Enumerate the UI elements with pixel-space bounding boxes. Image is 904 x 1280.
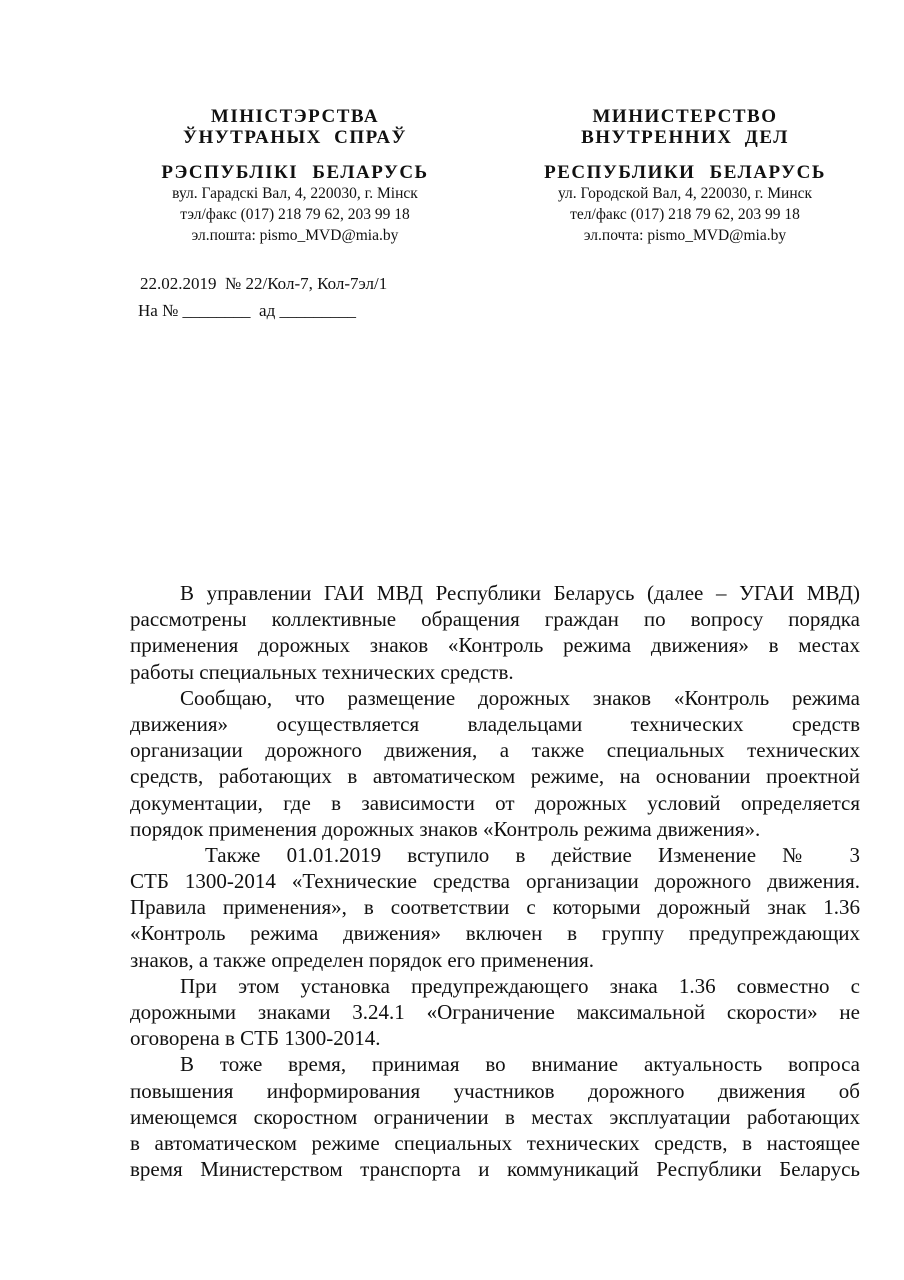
paragraph (130, 1051, 860, 1182)
letterhead-belarusian (125, 106, 465, 246)
text-line: применения дорожных знаков «Контроль режима движения» в местах (130, 633, 860, 658)
paragraph (130, 685, 860, 842)
paragraph (130, 842, 860, 973)
ministry-name-line3: РЕСПУБЛИКИ БЕЛАРУСЬ (544, 162, 826, 183)
paragraph (130, 973, 860, 1052)
ministry-name-line2: ЎНУТРАНЫХ СПРАЎ (183, 127, 407, 148)
date-number: 22.02.2019 № 22/Кол-7, Кол-7эл/1 (140, 274, 388, 293)
text-line: время Министерством транспорта и коммуникаций Республики Беларусь (130, 1157, 860, 1182)
text-line: документации, где в зависимости от дорожных условий определяется (130, 790, 860, 815)
phone: тел/факс (017) 218 79 62, 203 99 18 (570, 206, 800, 223)
text-line: работы специальных технических средств. (130, 659, 514, 684)
text-line: В управлении ГАИ МВД Республики Беларусь (далее – УГАИ МВД) (180, 581, 860, 605)
text-line: Правила применения», в соответствии с которыми дорожный знак 1.36 (130, 895, 860, 920)
text-line: «Контроль режима движения» включен в группу предупреждающих (130, 921, 860, 946)
reply-to: На № ________ ад _________ (138, 301, 356, 320)
paragraph (130, 580, 860, 685)
email: эл.пошта: pismo_MVD@mia.by (191, 227, 399, 244)
address: ул. Городской Вал, 4, 220030, г. Минск (557, 185, 813, 202)
letter-body (130, 580, 860, 1182)
text-line: СТБ 1300-2014 «Технические средства организации дорожного движения. (130, 869, 860, 894)
text-line: Сообщаю, что размещение дорожных знаков «Контроль режима (180, 685, 860, 710)
ministry-name-line1: МІНІСТЭРСТВА (210, 106, 380, 127)
ministry-name-line2: ВНУТРЕННИХ ДЕЛ (581, 127, 789, 148)
phone: тэл/факс (017) 218 79 62, 203 99 18 (180, 206, 410, 223)
text-line: имеющемся скоростном ограничении в местах эксплуатации работающих (130, 1104, 860, 1129)
text-line: дорожными знаками 3.24.1 «Ограничение максимальной скорости» не (130, 1000, 860, 1024)
ministry-name-line1: МИНИСТЕРСТВО (592, 106, 778, 127)
ministry-name-line3: РЭСПУБЛІКІ БЕЛАРУСЬ (161, 162, 429, 183)
text-line: порядок применения дорожных знаков «Контроль режима движения». (130, 816, 761, 841)
text-line: Также 01.01.2019 вступило в действие Изменение № 3 (205, 842, 860, 867)
text-line: движения» осуществляется владельцами технических средств (130, 711, 860, 736)
text-line: В тоже время, принимая во внимание актуальность вопроса (180, 1052, 860, 1077)
text-line: рассмотрены коллективные обращения граждан по вопросу порядка (130, 607, 860, 632)
text-line: в автоматическом режиме специальных технических средств, в настоящее (130, 1130, 860, 1155)
letterhead-russian (515, 106, 855, 246)
text-line: средств, работающих в автоматическом режиме, на основании проектной (130, 764, 860, 789)
registration-block (140, 270, 387, 324)
email: эл.почта: pismo_MVD@mia.by (583, 227, 787, 244)
text-line: знаков, а также определен порядок его применения. (130, 947, 595, 972)
address: вул. Гарадскі Вал, 4, 220030, г. Мінск (172, 185, 418, 202)
text-line: повышения информирования участников дорожного движения об (130, 1078, 860, 1103)
text-line: организации дорожного движения, а также специальных технических (130, 738, 860, 763)
text-line: оговорена в СТБ 1300-2014. (130, 1026, 381, 1051)
text-line: При этом установка предупреждающего знака 1.36 совместно с (180, 973, 860, 998)
